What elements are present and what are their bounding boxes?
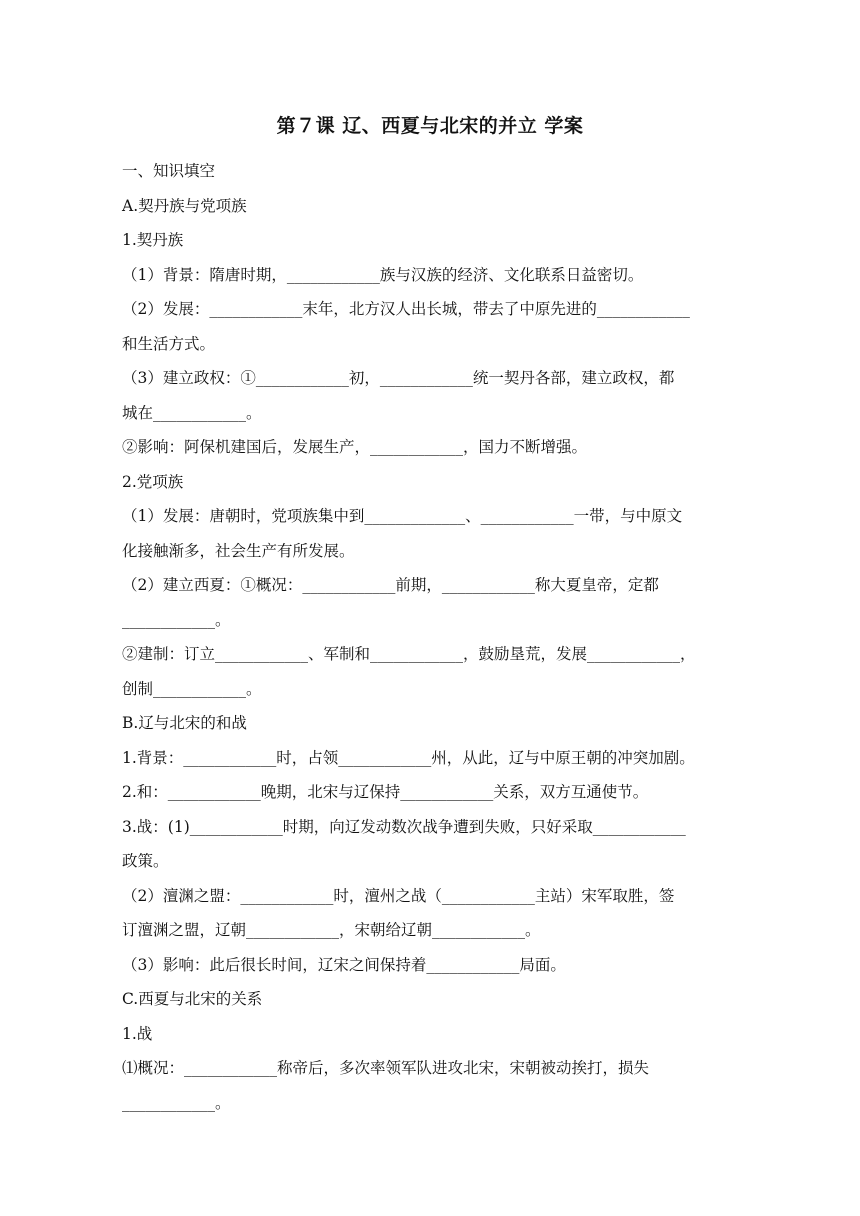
section-heading: 一、知识填空	[122, 162, 216, 180]
fill-blank-line: 订澶渊之盟，辽朝____________，宋朝给辽朝____________。	[122, 921, 541, 939]
text-line: 化接触渐多，社会生产有所发展。	[122, 541, 355, 560]
fill-blank-line: （2）澶渊之盟：____________时，澶州之战（____________主站）宋军取胜，签	[122, 886, 675, 905]
fill-blank-line: （1）背景：隋唐时期，____________族与汉族的经济、文化联系日益密切。	[122, 265, 644, 284]
fill-blank-line: ____________。	[122, 610, 231, 629]
fill-blank-line: 创制____________。	[122, 679, 262, 698]
fill-blank-line: 城在____________。	[122, 403, 262, 422]
fill-blank-line: ____________。	[122, 1093, 231, 1112]
fill-blank-line: 2.和：____________晚期，北宋与辽保持____________关系，双方互通使节。	[122, 783, 649, 801]
topic-heading: 1.战	[122, 1024, 153, 1043]
topic-heading: 2.党项族	[122, 472, 184, 491]
subsection-heading: C.西夏与北宋的关系	[122, 990, 263, 1008]
page-title: 第７课 辽、西夏与北宋的并立 学案	[276, 115, 584, 137]
fill-blank-line: ②建制：订立____________、军制和____________，鼓励垦荒，发展____________，	[122, 645, 696, 663]
worksheet-content	[122, 154, 738, 1120]
fill-blank-line: 1.背景：____________时，占领____________州，从此，辽与中原王朝的冲突加剧。	[122, 748, 695, 767]
subsection-heading: A.契丹族与党项族	[122, 196, 247, 215]
text-line: 政策。	[122, 852, 169, 870]
fill-blank-line: ⑴概况：____________称帝后，多次率领军队进攻北宋，宋朝被动挨打，损失	[122, 1059, 650, 1077]
fill-blank-line: （2）建立西夏：①概况：____________前期，____________称大夏皇帝，定都	[122, 576, 659, 594]
fill-blank-line: （2）发展：____________末年，北方汉人出长城，带去了中原先进的____________	[122, 300, 690, 318]
fill-blank-line: （1）发展：唐朝时，党项族集中到_____________、____________一带，与中原文	[122, 507, 683, 525]
subsection-heading: B.辽与北宋的和战	[122, 714, 247, 732]
fill-blank-line: （3）影响：此后很长时间，辽宋之间保持着____________局面。	[122, 955, 566, 974]
fill-blank-line: 3.战：(1)____________时期，向辽发动数次战争遭到失败，只好采取____________	[122, 817, 686, 836]
fill-blank-line: ②影响：阿保机建国后，发展生产，____________，国力不断增强。	[122, 438, 588, 456]
topic-heading: 1.契丹族	[122, 231, 184, 249]
text-line: 和生活方式。	[122, 334, 216, 353]
fill-blank-line: （3）建立政权：①____________初，____________统一契丹各部，建立政权，都	[122, 369, 675, 387]
